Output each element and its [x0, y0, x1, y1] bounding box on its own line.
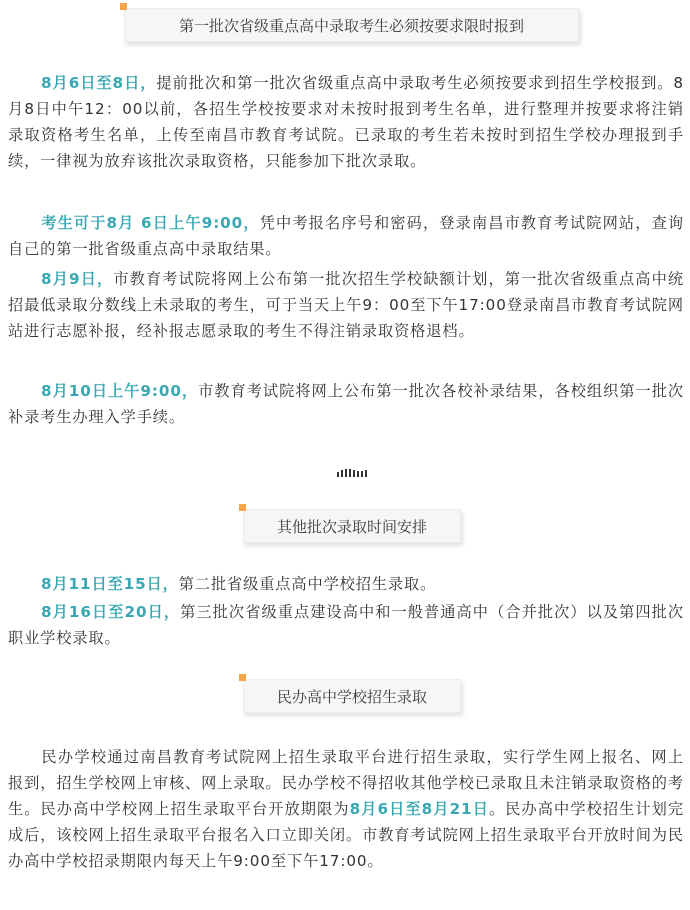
paragraph-text: 市教育考试院将网上公布第一批次各校补录结果，各校组织第一批次补录考生办理入学手续。 — [8, 382, 685, 426]
paragraph-text: 第三批次省级重点建设高中和一般普通高中（合并批次）以及第四批次职业学校录取。 — [8, 603, 685, 647]
corner-accent — [239, 674, 246, 681]
highlight-date: 8月16日至20日， — [41, 603, 181, 621]
paragraph-third-fourth-batch — [8, 599, 684, 651]
paragraph-text: 第二批省级重点高中学校招生录取。 — [178, 575, 437, 593]
paragraph-second-batch — [8, 571, 684, 597]
section-title-other-batches — [243, 509, 461, 543]
paragraph-text: 提前批次和第一批次省级重点高中录取考生必须按要求到招生学校报到。8月8日中午12：00以前，各招生学校按要求对未按时报到考生名单，进行整理并按要求将注销录取资格考生名单，上传至南昌市教育考试院。已录取的考生若未按时到招生学校办理报到手续，一律视为放弃该批次录取资格，只能参加下批次录取。 — [8, 74, 684, 170]
paragraph-supplementary-results — [8, 378, 684, 430]
paragraph-text: 。民办高中学校招生计划完成后，该校网上招生录取平台报名入口立即关闭。市教育考试院网上招生录取平台开放时间为民办高中学校招录期限内每天上午9:00至下午17:00。 — [8, 800, 684, 870]
corner-accent — [120, 3, 127, 10]
paragraph-text: 民办学校通过南昌教育考试院网上招生录取平台进行招生录取，实行学生网上报名、网上报到，招生学校网上审核、网上录取。民办学校不得招收其他学校已录取且未注销录取资格的考生。民办高中学校网上招生录取平台开放期限为 — [8, 748, 684, 818]
corner-accent — [239, 504, 246, 511]
section-title-text: 其他批次录取时间安排 — [276, 517, 427, 536]
highlight-date: 8月11日至15日， — [41, 575, 179, 593]
section-title-first-batch — [124, 8, 579, 42]
paragraph-report-dates — [8, 70, 684, 174]
bars-divider-icon — [337, 469, 367, 477]
highlight-date: 考生可于8月 6日上午9:00， — [41, 214, 260, 232]
highlight-date: 8月10日上午9:00， — [41, 382, 199, 400]
highlight-date: 8月6日至8日， — [41, 74, 157, 92]
paragraph-supplementary-plan — [8, 266, 684, 344]
paragraph-query-results — [8, 210, 684, 262]
highlight-date: 8月6日至8月21日 — [349, 800, 489, 818]
paragraph-text: 市教育考试院将网上公布第一批次招生学校缺额计划，第一批次省级重点高中统招最低录取分数线上未录取的考生，可于当天上午9：00至下午17:00登录南昌市教育考试院网站进行志愿补报，经补报志愿录取的考生不得注销录取资格退档。 — [8, 270, 685, 340]
paragraph-text: 凭中考报名序号和密码，登录南昌市教育考试院网站，查询自己的第一批省级重点高中录取结果。 — [8, 214, 684, 258]
highlight-date: 8月9日， — [41, 270, 114, 288]
paragraph-private-admission — [8, 744, 684, 874]
section-title-text: 民办高中学校招生录取 — [276, 687, 427, 706]
section-title-private-schools — [243, 679, 461, 713]
section-title-text: 第一批次省级重点高中录取考生必须按要求限时报到 — [178, 16, 524, 35]
